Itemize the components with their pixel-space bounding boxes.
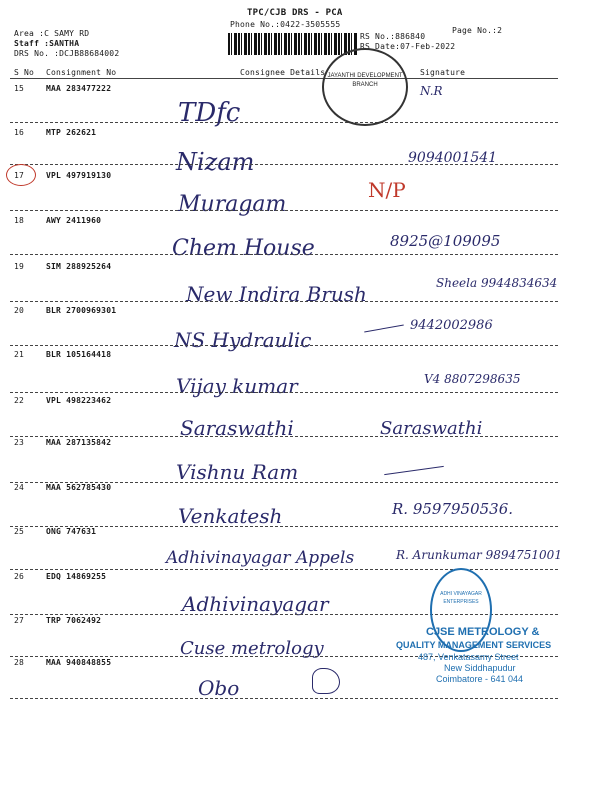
report-title: TPC/CJB DRS - PCA <box>247 8 343 18</box>
row-s-no: 24 <box>14 483 25 492</box>
row-consignee: Obo <box>198 676 240 700</box>
round-stamp-blue-text: ADHI VINAYAGAR ENTERPRISES <box>440 591 482 605</box>
company-stamp-address2: New Siddhapudur <box>444 663 516 673</box>
row-consignment: TRP 7062492 <box>46 616 102 625</box>
row-divider <box>10 210 558 211</box>
row-consignee: Saraswathi <box>180 416 294 440</box>
company-stamp-address1: 487, Venkatasamy Street <box>418 652 519 662</box>
phone-number: Phone No.:0422-3505555 <box>230 20 341 29</box>
rs-date: RS Date:07-Feb-2022 <box>360 42 456 51</box>
row-consignment: MAA 562785430 <box>46 483 112 492</box>
row-s-no: 15 <box>14 84 25 93</box>
row-s-no: 19 <box>14 262 25 271</box>
barcode <box>228 33 358 55</box>
row-consignment: EDQ 14869255 <box>46 572 107 581</box>
row-consignment: ONG 747631 <box>46 527 97 536</box>
row-consignee: TDfc <box>178 98 241 128</box>
row-divider <box>10 122 558 123</box>
row-s-no: 21 <box>14 350 25 359</box>
row-signature: R. Arunkumar 9894751001 <box>396 548 562 562</box>
row-consignee: Muragam <box>178 192 287 217</box>
row-consignment: SIM 288925264 <box>46 262 112 271</box>
row-consignee: Chem House <box>172 236 315 261</box>
col-consignee: Consignee Details <box>240 68 326 77</box>
row-divider <box>10 301 558 302</box>
row-consignment: BLR 105164418 <box>46 350 112 359</box>
row-divider <box>10 392 558 393</box>
row-consignee: NS Hydraulic <box>174 328 312 352</box>
row-signature: Sheela 9944834634 <box>436 276 558 290</box>
row-divider <box>10 436 558 437</box>
row-signature: 9442002986 <box>410 318 493 333</box>
staff-label: Staff :SANTHA <box>14 39 80 48</box>
row-consignment: MTP 262621 <box>46 128 97 137</box>
row-s-no: 16 <box>14 128 25 137</box>
row-divider <box>10 569 558 570</box>
row-s-no: 27 <box>14 616 25 625</box>
company-stamp-line2: QUALITY MANAGEMENT SERVICES <box>396 640 552 650</box>
signature-scribble <box>312 668 340 694</box>
row-s-no: 25 <box>14 527 25 536</box>
row-s-no: 17 <box>14 171 25 180</box>
signature-scribble <box>384 466 444 475</box>
row-s-no: 20 <box>14 306 25 315</box>
row-s-no: 26 <box>14 572 25 581</box>
row-consignee: Adhivinayagar Appels <box>166 548 355 568</box>
page-number: Page No.:2 <box>452 26 503 35</box>
row-consignment: MAA 287135842 <box>46 438 112 447</box>
row-signature: N.R <box>420 84 443 98</box>
row-consignment: AWY 2411960 <box>46 216 102 225</box>
drs-number: DRS No. :DCJB88684002 <box>14 49 120 58</box>
area-label: Area :C SAMY RD <box>14 29 90 38</box>
row-signature: V4 8807298635 <box>424 372 521 386</box>
row-consignee: Cuse metrology <box>180 638 324 659</box>
header-divider <box>10 78 558 79</box>
col-s-no: S No <box>14 68 35 77</box>
row-consignee: Nizam <box>176 148 255 176</box>
row-consignment: VPL 498223462 <box>46 396 112 405</box>
row-consignment: VPL 497919130 <box>46 171 112 180</box>
row-signature: R. 9597950536. <box>392 500 514 518</box>
col-signature: Signature <box>420 68 466 77</box>
company-stamp-line1: CJSE METROLOGY & <box>426 626 540 638</box>
signature-scribble <box>364 325 404 333</box>
company-stamp-address3: Coimbatore - 641 044 <box>436 674 524 684</box>
row-consignee: Adhivinayagar <box>182 592 329 616</box>
row-signature: 8925@109095 <box>390 232 501 250</box>
row-s-no: 22 <box>14 396 25 405</box>
row-consignment: MAA 283477222 <box>46 84 112 93</box>
row-consignee: Venkatesh <box>178 504 283 528</box>
row-divider <box>10 254 558 255</box>
row-consignee: New Indira Brush <box>186 282 367 306</box>
row-consignment: MAA 940848855 <box>46 658 112 667</box>
row-signature: 9094001541 <box>408 150 498 166</box>
row-s-no: 23 <box>14 438 25 447</box>
row-s-no: 18 <box>14 216 25 225</box>
row-consignment: BLR 2700969301 <box>46 306 117 315</box>
round-stamp-top-text: JAYANTHI DEVELOPMENT BRANCH <box>327 73 403 88</box>
row-consignee: Vijay kumar <box>176 374 298 398</box>
rs-number: RS No.:886840 <box>360 32 426 41</box>
row-divider <box>10 345 558 346</box>
row-divider <box>10 698 558 699</box>
row-s-no: 28 <box>14 658 25 667</box>
row-signature: N/P <box>368 178 406 202</box>
row-consignee: Vishnu Ram <box>176 460 299 484</box>
round-stamp-top <box>322 48 408 126</box>
row-signature: Saraswathi <box>380 418 483 439</box>
row-divider <box>10 164 558 165</box>
col-consignment: Consignment No <box>46 68 117 77</box>
